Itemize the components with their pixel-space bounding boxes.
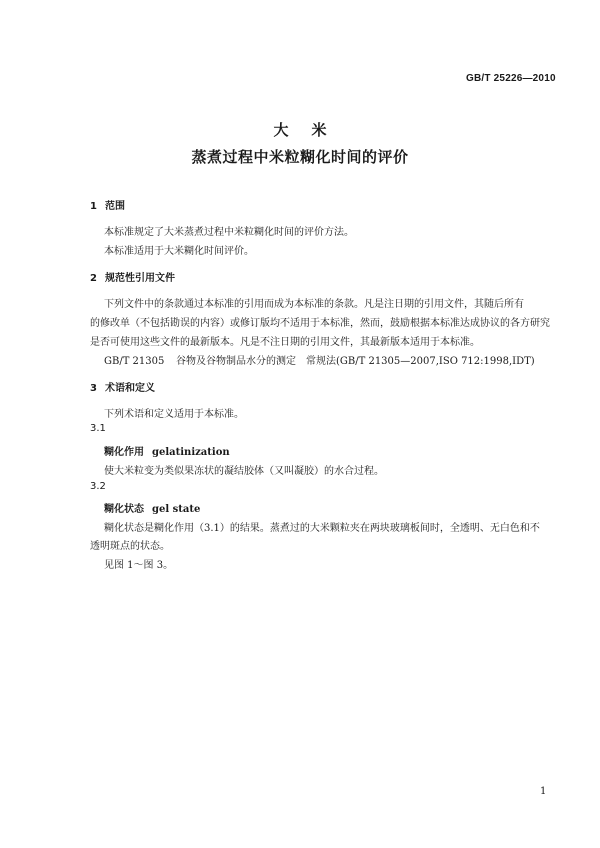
section-2-title: 规范性引用文件 [105, 273, 175, 284]
reference-detail: 常规法(GB/T 21305—2007,ISO 712:1998,IDT) [306, 356, 535, 367]
section-3-heading [90, 379, 155, 394]
term-heading [104, 500, 200, 515]
section-3-title: 术语和定义 [105, 383, 155, 394]
normative-reference [104, 352, 535, 367]
term-heading [104, 443, 230, 458]
title-main: 大米 [273, 121, 350, 139]
section-1-number: 1 [90, 201, 97, 212]
section-2-heading [90, 269, 175, 284]
term-zh: 糊化作用 [104, 447, 144, 458]
term-number: 3.2 [90, 481, 106, 492]
section-1-paragraph: 本标准适用于大米糊化时间评价。 [104, 246, 254, 257]
term-number: 3.1 [90, 423, 106, 434]
section-2-line: 下列文件中的条款通过本标准的引用而成为本标准的条款。凡是注日期的引用文件，其随后所有 [104, 299, 524, 310]
standard-number: GB/T 25226—2010 [466, 73, 556, 84]
term-definition: 糊化状态是糊化作用（3.1）的结果。蒸煮过的大米颗粒夹在两块玻璃板间时，全透明、无白色和不 [104, 523, 540, 534]
page-number: 1 [540, 786, 547, 797]
section-2-line: 是否可使用这些文件的最新版本。凡是不注日期的引用文件，其最新版本适用于本标准。 [90, 337, 480, 348]
title-line-2: 蒸煮过程中米粒糊化时间的评价 [191, 148, 409, 166]
reference-name: 谷物及谷物制品水分的测定 [176, 356, 296, 367]
section-3-intro: 下列术语和定义适用于本标准。 [104, 409, 244, 420]
section-1-title: 范围 [105, 201, 125, 212]
term-zh: 糊化状态 [104, 504, 144, 515]
term-en: gel state [152, 504, 201, 515]
section-3-number: 3 [90, 383, 97, 394]
term-en: gelatinization [152, 447, 230, 458]
figure-reference-note: 见图 1～图 3。 [104, 560, 174, 571]
reference-code: GB/T 21305 [104, 356, 165, 367]
term-definition: 使大米粒变为类似果冻状的凝结胶体（又叫凝胶）的水合过程。 [104, 466, 384, 477]
term-definition: 透明斑点的状态。 [90, 541, 170, 552]
section-1-heading [90, 197, 125, 212]
section-1-paragraph: 本标准规定了大米蒸煮过程中米粒糊化时间的评价方法。 [104, 227, 354, 238]
section-2-number: 2 [90, 273, 97, 284]
title-line-1 [0, 119, 600, 140]
section-2-line: 的修改单（不包括勘误的内容）或修订版均不适用于本标准，然而，鼓励根据本标准达成协议的各方研究 [90, 318, 550, 329]
